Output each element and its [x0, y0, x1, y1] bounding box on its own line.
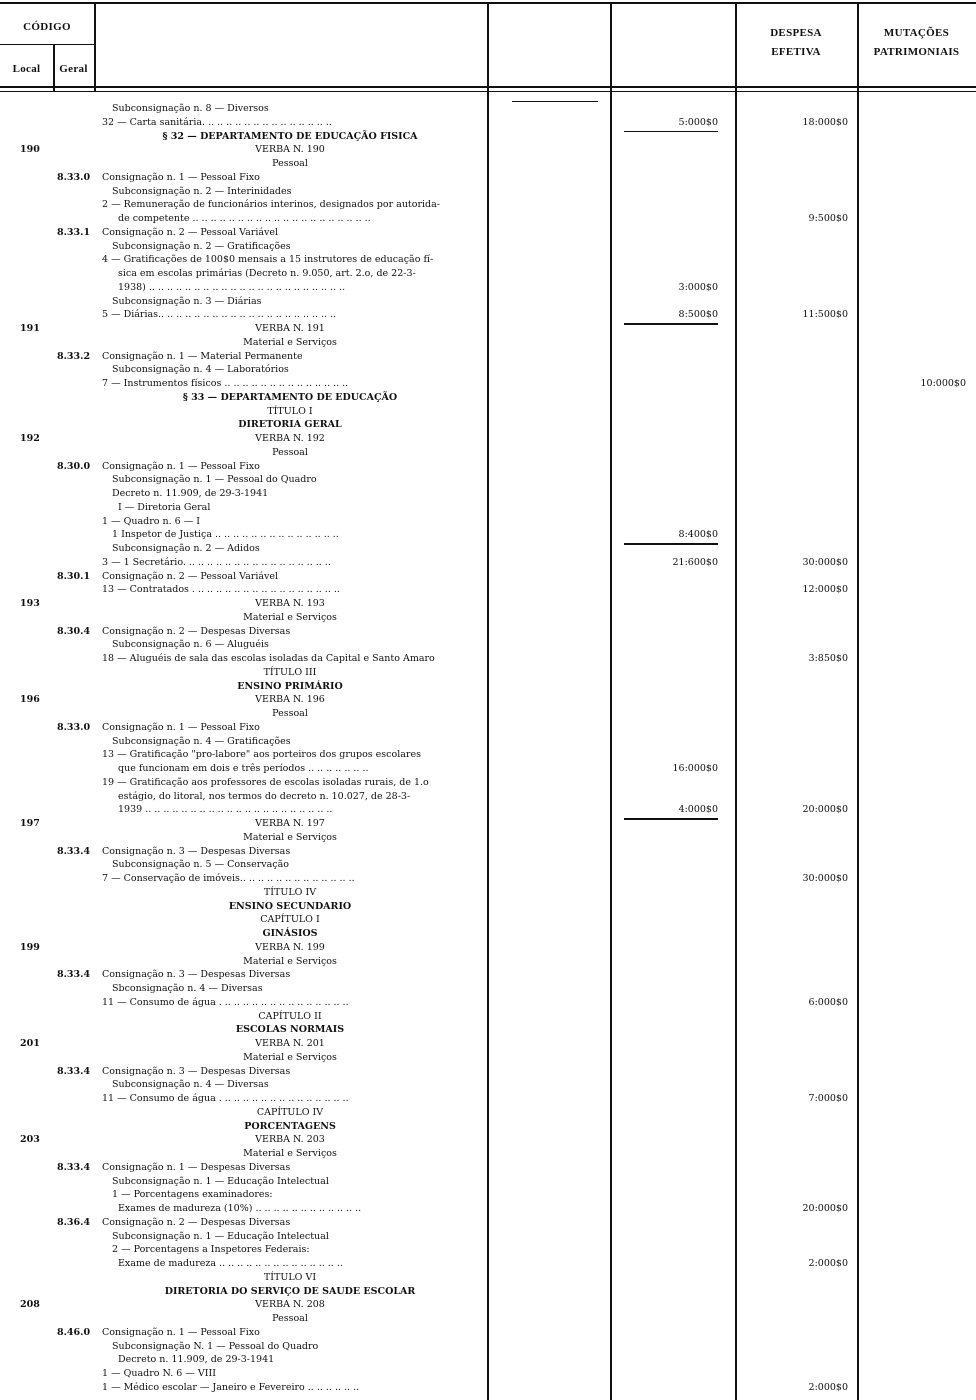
section-heading: Pessoal	[272, 158, 308, 169]
section-heading: VERBA N. 201	[255, 1038, 325, 1050]
section-heading: VERBA N. 190	[255, 144, 325, 156]
budget-line: 3 — 1 Secretário. .. .. .. .. .. .. .. .. .. .. .. .. .. .. .. ..	[102, 556, 331, 568]
budget-line: 7 — Instrumentos físicos .. .. .. .. .. .. .. .. .. .. .. .. .. ..	[102, 378, 349, 390]
geral-code: 8.46.0	[57, 1326, 91, 1338]
budget-line: Subconsignação n. 4 — Diversas	[112, 1079, 269, 1091]
despesa-amount: 9:500$0	[808, 213, 848, 225]
local-code: 197	[20, 818, 40, 830]
col-rule-2	[94, 4, 96, 92]
section-heading: CAPÍTULO I	[260, 914, 320, 926]
section-heading: § 32 — DEPARTAMENTO DE EDUCAÇÃO FISICA	[162, 130, 418, 142]
local-code: 190	[20, 144, 40, 156]
geral-code: 8.36.4	[57, 1216, 91, 1228]
local-code: 203	[20, 1134, 40, 1146]
subtotal-rule	[624, 131, 718, 132]
geral-code: 8.33.1	[57, 226, 91, 238]
section-heading: TÍTULO III	[263, 666, 317, 678]
budget-line: Consignação n. 1 — Pessoal Fixo	[102, 721, 260, 733]
despesa-amount: 20:000$0	[802, 1203, 848, 1215]
section-heading: Material e Serviços	[243, 1148, 337, 1160]
budget-line: Exame de madureza .. .. .. .. .. .. .. .. .. .. .. .. .. ..	[118, 1258, 343, 1270]
geral-code: 8.30.0	[57, 460, 91, 472]
local-code: 191	[20, 323, 40, 335]
col-rule-6	[857, 4, 859, 1400]
header-mutacoes: MUTAÇÕES	[883, 27, 950, 39]
section-heading: Material e Serviços	[243, 1051, 337, 1063]
budget-line: Subconsignação n. 1 — Pessoal do Quadro	[112, 474, 317, 486]
budget-line: Consignação n. 1 — Material Permanente	[102, 350, 303, 362]
budget-line: 19 — Gratificação aos professores de escolas isoladas rurais, de 1.o	[102, 776, 429, 788]
geral-code: 8.33.4	[57, 969, 91, 981]
section-heading: Material e Serviços	[243, 831, 337, 843]
section-heading: VERBA N. 192	[255, 433, 325, 445]
local-code: 201	[20, 1038, 40, 1050]
budget-line: 11 — Consumo de água . .. .. .. .. .. .. .. .. .. .. .. .. .. ..	[102, 1093, 349, 1105]
budget-line: Consignação n. 1 — Pessoal Fixo	[102, 171, 260, 183]
partial-amount: 8:400$0	[678, 529, 718, 541]
subtotal-rule	[624, 818, 718, 819]
geral-code: 8.30.1	[57, 570, 91, 582]
header-patrimoniais: PATRIMONIAIS	[873, 46, 960, 58]
geral-code: 8.33.4	[57, 845, 91, 857]
budget-line: Subconsignação n. 2 — Interinidades	[112, 185, 292, 197]
partial-amount: 16:000$0	[672, 763, 718, 775]
budget-line: Consignação n. 2 — Pessoal Variável	[102, 570, 279, 582]
mutacoes-amount: 10:000$0	[920, 378, 966, 390]
col-rule-5	[735, 4, 737, 1400]
codigo-rule	[0, 44, 94, 45]
geral-code: 8.33.4	[57, 1065, 91, 1077]
budget-line: 13 — Gratificação "pro-labore" aos porteiros dos grupos escolares	[102, 749, 421, 761]
budget-line: 4 — Gratificações de 100$0 mensais a 15 instrutores de educação fí-	[102, 254, 434, 266]
section-heading: CAPÍTULO II	[258, 1010, 322, 1022]
subtotal-rule	[624, 323, 718, 324]
despesa-amount: 7:000$0	[808, 1093, 848, 1105]
col-rule-4	[610, 4, 612, 1400]
subtotal-rule	[624, 543, 718, 544]
header-local: Local	[12, 63, 41, 75]
budget-line: 1 — Quadro n. 6 — I	[102, 515, 201, 527]
budget-line: Sbconsignação n. 4 — Diversas	[112, 983, 263, 995]
budget-line: Subconsignação n. 4 — Gratificações	[112, 735, 291, 747]
section-heading: VERBA N. 191	[255, 323, 325, 335]
budget-line: Consignação n. 3 — Despesas Diversas	[102, 845, 291, 857]
budget-line: Subconsignação N. 1 — Pessoal do Quadro	[112, 1340, 319, 1352]
budget-line: 2 — Remuneração de funcionários interinos, designados por autorida-	[102, 199, 441, 211]
budget-line: Consignação n. 1 — Despesas Diversas	[102, 1161, 291, 1173]
despesa-amount: 30:000$0	[802, 873, 848, 885]
section-heading: VERBA N. 203	[255, 1134, 325, 1146]
budget-line: 7 — Conservação de imóveis.. .. .. .. .. .. .. .. .. .. .. .. ..	[102, 873, 355, 885]
section-heading: VERBA N. 208	[255, 1299, 325, 1311]
budget-line: Subconsignação n. 4 — Laboratórios	[112, 364, 289, 376]
despesa-amount: 18:000$0	[802, 116, 848, 128]
budget-line: Consignação n. 3 — Despesas Diversas	[102, 1065, 291, 1077]
budget-line: Subconsignação n. 2 — Adidos	[112, 543, 260, 555]
budget-line: Subconsignação n. 6 — Aluguéis	[112, 639, 269, 651]
section-heading: TÍTULO IV	[263, 886, 317, 898]
column-rule-mark	[512, 101, 598, 102]
section-heading: DIRETORIA GERAL	[238, 419, 342, 431]
despesa-amount: 20:000$0	[802, 804, 848, 816]
budget-line: Subconsignação n. 3 — Diárias	[112, 295, 262, 307]
partial-amount: 3:000$0	[678, 281, 718, 293]
budget-line: Subconsignação n. 1 — Educação Intelectual	[112, 1175, 329, 1187]
geral-code: 8.30.4	[57, 625, 91, 637]
budget-line: 2 — Porcentagens a Inspetores Federais:	[112, 1244, 310, 1256]
budget-line: 1939 .. .. .. .. .. .. .. .. .. .. .. .. .. .. .. .. .. .. .. .. ..	[118, 804, 333, 816]
local-code: 208	[20, 1299, 40, 1311]
section-heading: DIRETORIA DO SERVIÇO DE SAUDE ESCOLAR	[164, 1285, 416, 1297]
budget-line: Exames de madureza (10%) .. .. .. .. .. .. .. .. .. .. .. ..	[118, 1203, 362, 1215]
header-codigo: CÓDIGO	[23, 21, 71, 33]
local-code: 192	[20, 433, 40, 445]
budget-line: 1 Inspetor de Justiça .. .. .. .. .. .. .. .. .. .. .. .. .. ..	[112, 529, 339, 541]
budget-line: Subconsignação n. 8 — Diversos	[112, 103, 269, 114]
budget-line: 11 — Consumo de água . .. .. .. .. .. .. .. .. .. .. .. .. .. ..	[102, 996, 349, 1008]
geral-code: 8.33.0	[57, 171, 91, 183]
col-rule-3	[487, 4, 489, 1400]
section-heading: Material e Serviços	[243, 336, 337, 348]
partial-amount: 5:000$0	[678, 116, 718, 128]
section-heading: ESCOLAS NORMAIS	[235, 1024, 345, 1036]
budget-line: Decreto n. 11.909, de 29-3-1941	[118, 1354, 275, 1366]
partial-amount: 8:500$0	[678, 309, 718, 321]
budget-line: Consignação n. 2 — Despesas Diversas	[102, 625, 291, 637]
geral-code: 8.33.0	[57, 721, 91, 733]
section-heading: GINÁSIOS	[262, 928, 318, 940]
budget-line: 1 — Porcentagens examinadores:	[112, 1189, 273, 1201]
budget-line: Consignação n. 1 — Pessoal Fixo	[102, 1326, 260, 1338]
section-heading: TÍTULO I	[267, 405, 313, 417]
local-code: 199	[20, 941, 40, 953]
budget-line: 32 — Carta sanitária. .. .. .. .. .. .. .. .. .. .. .. .. .. ..	[102, 116, 332, 128]
geral-code: 8.33.2	[57, 350, 91, 362]
budget-line: Consignação n. 1 — Pessoal Fixo	[102, 460, 260, 472]
despesa-amount: 2:000$0	[808, 1258, 848, 1270]
section-heading: Pessoal	[272, 708, 308, 720]
section-heading: PORCENTAGENS	[244, 1120, 336, 1132]
despesa-amount: 30:000$0	[802, 556, 848, 568]
budget-line: I — Diretoria Geral	[118, 501, 211, 513]
local-code: 196	[20, 694, 40, 706]
budget-line: de competente .. .. .. .. .. .. .. .. .. .. .. .. .. .. .. .. .. .. .. ..	[118, 213, 371, 225]
header-efetiva: EFETIVA	[771, 46, 821, 58]
section-heading: Material e Serviços	[243, 955, 337, 967]
despesa-amount: 6:000$0	[808, 996, 848, 1008]
section-heading: Pessoal	[272, 1313, 308, 1325]
section-heading: ENSINO SECUNDARIO	[228, 900, 352, 912]
local-code: 193	[20, 598, 40, 610]
section-heading: CAPÍTULO IV	[256, 1106, 324, 1118]
section-heading: VERBA N. 193	[255, 598, 325, 610]
budget-line: estágio, do litoral, nos termos do decreto n. 10.027, de 28-3-	[118, 790, 411, 802]
section-heading: TÍTULO VI	[263, 1271, 317, 1283]
budget-line: Consignação n. 2 — Pessoal Variável	[102, 226, 279, 238]
budget-line: 1 — Quadro N. 6 — VIII	[102, 1368, 216, 1380]
section-heading: VERBA N. 199	[255, 941, 325, 953]
section-heading: § 33 — DEPARTAMENTO DE EDUCAÇÃO	[182, 391, 398, 403]
budget-line: 18 — Aluguéis de sala das escolas isoladas da Capital e Santo Amaro	[102, 653, 435, 665]
budget-line: Subconsignação n. 1 — Educação Intelectual	[112, 1230, 329, 1242]
despesa-amount: 11:500$0	[802, 309, 848, 321]
partial-amount: 21:600$0	[672, 556, 718, 568]
despesa-amount: 12:000$0	[802, 584, 848, 596]
budget-line: 1 — Médico escolar — Janeiro e Fevereiro .. .. .. .. .. ..	[102, 1382, 360, 1393]
budget-line: 5 — Diárias.. .. .. .. .. .. .. .. .. .. .. .. .. .. .. .. .. .. .. ..	[102, 309, 337, 321]
partial-amount: 4:000$0	[678, 804, 718, 816]
budget-line: sica em escolas primárias (Decreto n. 9.050, art. 2.o, de 22-3-	[118, 268, 416, 280]
budget-line: 13 — Contratados . .. .. .. .. .. .. .. .. .. .. .. .. .. .. .. ..	[102, 584, 340, 596]
section-heading: ENSINO PRIMÁRIO	[237, 680, 343, 692]
section-heading: Pessoal	[272, 446, 308, 458]
budget-line: Subconsignação n. 5 — Conservação	[112, 859, 289, 871]
despesa-amount: 2:000$0	[808, 1382, 848, 1393]
header-despesa: DESPESA	[770, 27, 822, 39]
budget-line: Consignação n. 3 — Despesas Diversas	[102, 969, 291, 981]
budget-line: Subconsignação n. 2 — Gratificações	[112, 240, 291, 252]
geral-code: 8.33.4	[57, 1161, 91, 1173]
despesa-amount: 3:850$0	[808, 653, 848, 665]
section-heading: Material e Serviços	[243, 611, 337, 623]
budget-line: 1938) .. .. .. .. .. .. .. .. .. .. .. .. .. .. .. .. .. .. .. .. .. ..	[118, 281, 346, 293]
section-heading: VERBA N. 197	[255, 818, 325, 830]
header-geral: Geral	[59, 63, 88, 75]
budget-line: Consignação n. 2 — Despesas Diversas	[102, 1216, 291, 1228]
budget-line: que funcionam em dois e três períodos .. .. .. .. .. .. ..	[118, 763, 369, 775]
section-heading: VERBA N. 196	[255, 694, 325, 706]
budget-line: Decreto n. 11.909, de 29-3-1941	[112, 488, 269, 500]
